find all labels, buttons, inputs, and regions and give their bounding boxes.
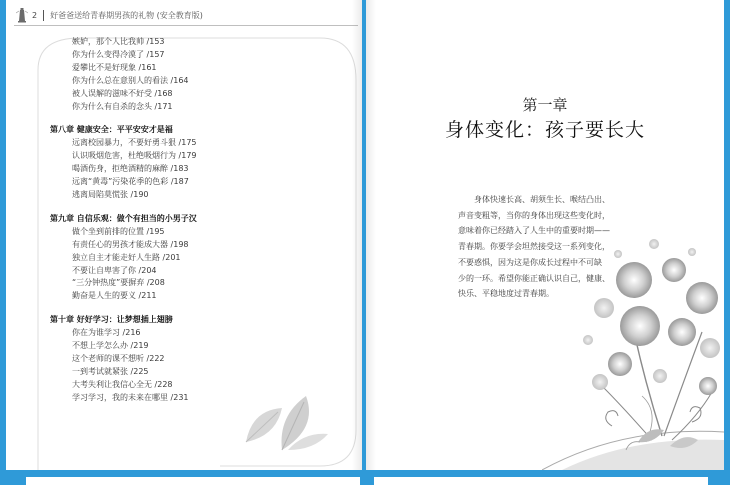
toc-entry: 不想上学怎么办 /219: [72, 341, 149, 351]
intro-line: 身体快速长高、胡须生长、喉结凸出、: [474, 195, 610, 204]
toc-entry: 喝酒伤身，拒绝酒精的麻醉 /183: [72, 164, 189, 174]
header-rule: [14, 25, 358, 26]
toc-entry: 大考失利让我信心全无 /228: [72, 379, 173, 389]
dandelion-flowers-illustration: [542, 236, 724, 470]
right-page: [366, 0, 724, 470]
toc-entry: 你为什么变得冷漠了 /157: [72, 49, 165, 59]
intro-line: 青春期。你要学会坦然接受这一系列变化，: [458, 242, 610, 252]
chapter-title: 身体变化：孩子要长大: [444, 119, 645, 141]
toc-entry: 认识吸烟危害，杜绝吸烟行为 /179: [72, 151, 197, 161]
toc-entry: 这个老师的课不想听 /222: [72, 353, 165, 363]
toc-entry: 独立自主才能走好人生路 /201: [72, 252, 181, 262]
left-page: [6, 0, 362, 470]
toc-entry: 逃离局陷莫慌张 /190: [72, 189, 149, 199]
toc-entry: 做个坐到前排的位置 /195: [72, 226, 165, 236]
toc-entry: “三分钟热度”要摒弃 /208: [72, 278, 165, 288]
next-image-tile-right: [374, 477, 708, 485]
toc-entry: 有责任心的男孩才能成大器 /198: [72, 239, 189, 249]
toc-entry: 被人误解的滋味不好受 /168: [72, 88, 173, 98]
toc-entry: 你为什么总在意别人的看法 /164: [72, 75, 189, 85]
toc-chapter-heading: 第八章 健康安全：平平安安才是福: [50, 125, 173, 135]
toc-chapter-heading: 第十章 好好学习：让梦想插上翅膀: [50, 315, 173, 325]
table-of-contents: [50, 36, 330, 405]
leaf-decoration-icon: [238, 388, 332, 452]
toc-entry: 嫉妒，那个人比我帅 /153: [72, 37, 165, 46]
intro-line: 不要惑惧，因为这是你成长过程中不可缺: [458, 257, 602, 267]
toc-entry: 学习学习，我的未来在哪里 /231: [72, 392, 189, 402]
toc-entry: 你为什么有自杀的念头 /171: [72, 101, 173, 111]
lighthouse-logo-icon: [16, 7, 28, 23]
toc-entry: 你在为谁学习 /216: [72, 328, 141, 338]
toc-entry: 勤奋是人生的要义 /211: [72, 291, 157, 301]
chapter-number: 第一章: [522, 96, 568, 114]
intro-line: 声音变粗等，当你的身体出现这些变化时，: [458, 210, 610, 220]
next-image-tile-left: [26, 477, 360, 485]
intro-line: 意味着你已经踏入了人生中的重要时期——: [458, 226, 610, 236]
page-number: 2: [32, 10, 38, 20]
intro-line: 快乐、平稳地度过青春期。: [458, 289, 554, 299]
toc-entry: 不要让自卑害了你 /204: [72, 265, 157, 275]
toc-entry: 远离“黄毒”污染花季的色彩 /187: [72, 177, 189, 187]
toc-entry: 一到考试就紧张 /225: [72, 366, 149, 376]
page-header: [16, 6, 203, 24]
running-title: 好爸爸送给青春期男孩的礼物 (安全教育版): [50, 10, 203, 20]
toc-entry: 远离校园暴力，不要好勇斗狠 /175: [72, 138, 197, 148]
toc-chapter-heading: 第九章 自信乐观：做个有担当的小男子汉: [50, 213, 197, 223]
header-divider: [43, 10, 44, 21]
intro-line: 少的一环。希望你能正确认识自己，健康、: [458, 273, 610, 283]
toc-entry: 爱攀比不是好现象 /161: [72, 62, 157, 72]
